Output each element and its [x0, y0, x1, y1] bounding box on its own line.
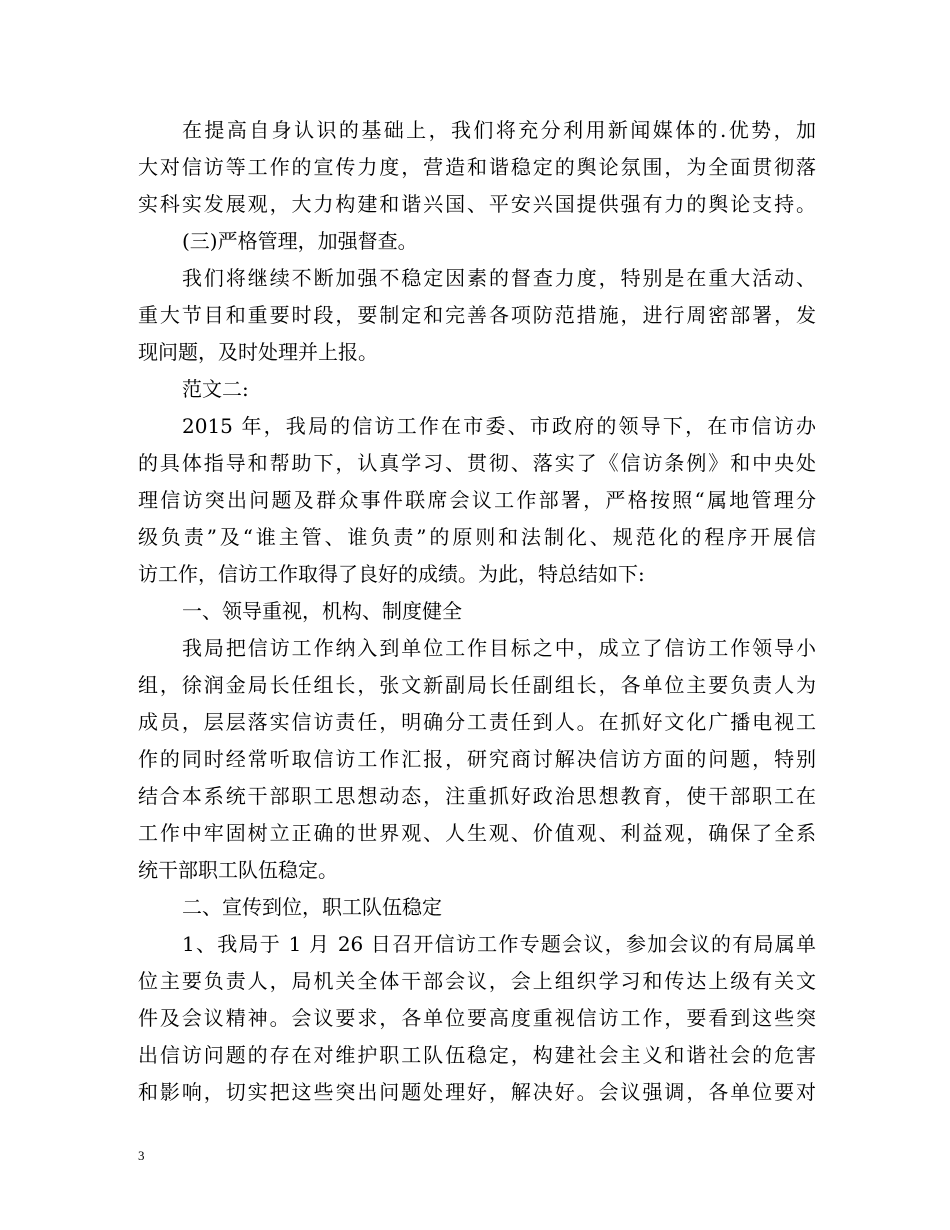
text-line: 一、领导重视，机构、制度健全 — [182, 599, 462, 623]
text-line: 和影响，切实把这些突出问题处理好，解决好。会议强调，各单位要对 — [138, 1080, 816, 1104]
text-line: 2015 年，我局的信访工作在市委、市政府的领导下，在市信访办 — [182, 414, 816, 438]
text-line: 实科实发展观，大力构建和谐兴国、平安兴国提供强有力的舆论支持。 — [138, 192, 816, 216]
text-line: 1、我局于 1 月 26 日召开信访工作专题会议，参加会议的有局属单 — [182, 932, 816, 956]
text-line: 大对信访等工作的宣传力度，营造和谐稳定的舆论氛围，为全面贯彻落 — [138, 155, 816, 179]
text-line: 访工作，信访工作取得了良好的成绩。为此，特总结如下: — [138, 562, 645, 586]
text-line: 出信访问题的存在对维护职工队伍稳定，构建社会主义和谐社会的危害 — [138, 1043, 816, 1067]
text-line: (三)严格管理，加强督查。 — [182, 229, 418, 253]
text-line: 结合本系统干部职工思想动态，注重抓好政治思想教育，使干部职工在 — [138, 784, 816, 808]
page-number: 3 — [138, 1148, 145, 1163]
text-line: 成员，层层落实信访责任，明确分工责任到人。在抓好文化广播电视工 — [138, 710, 816, 734]
text-line: 位主要负责人，局机关全体干部会议，会上组织学习和传达上级有关文 — [138, 969, 816, 993]
text-line: 在提高自身认识的基础上，我们将充分利用新闻媒体的.优势，加 — [182, 118, 816, 142]
document-body — [138, 112, 816, 1111]
text-line: 重大节目和重要时段，要制定和完善各项防范措施，进行周密部署，发 — [138, 303, 816, 327]
text-line: 我局把信访工作纳入到单位工作目标之中，成立了信访工作领导小 — [182, 636, 816, 660]
text-line: 组，徐润金局长任组长，张文新副局长任副组长，各单位主要负责人为 — [138, 673, 816, 697]
text-line: 现问题，及时处理并上报。 — [138, 340, 378, 364]
text-line: 统干部职工队伍稳定。 — [138, 858, 338, 882]
text-line: 我们将继续不断加强不稳定因素的督查力度，特别是在重大活动、 — [182, 266, 816, 290]
text-line: 作的同时经常听取信访工作汇报，研究商讨解决信访方面的问题，特别 — [138, 747, 816, 771]
text-line: 件及会议精神。会议要求，各单位要高度重视信访工作，要看到这些突 — [138, 1006, 816, 1030]
text-line: 二、宣传到位，职工队伍稳定 — [182, 895, 442, 919]
text-line: 的具体指导和帮助下，认真学习、贯彻、落实了《信访条例》和中央处 — [138, 451, 816, 475]
text-line: 范文二: — [182, 377, 249, 401]
text-line: 级负责”及“谁主管、谁负责”的原则和法制化、规范化的程序开展信 — [138, 525, 816, 549]
text-line: 工作中牢固树立正确的世界观、人生观、价值观、利益观，确保了全系 — [138, 821, 816, 845]
text-line: 理信访突出问题及群众事件联席会议工作部署，严格按照“属地管理分 — [138, 488, 816, 512]
